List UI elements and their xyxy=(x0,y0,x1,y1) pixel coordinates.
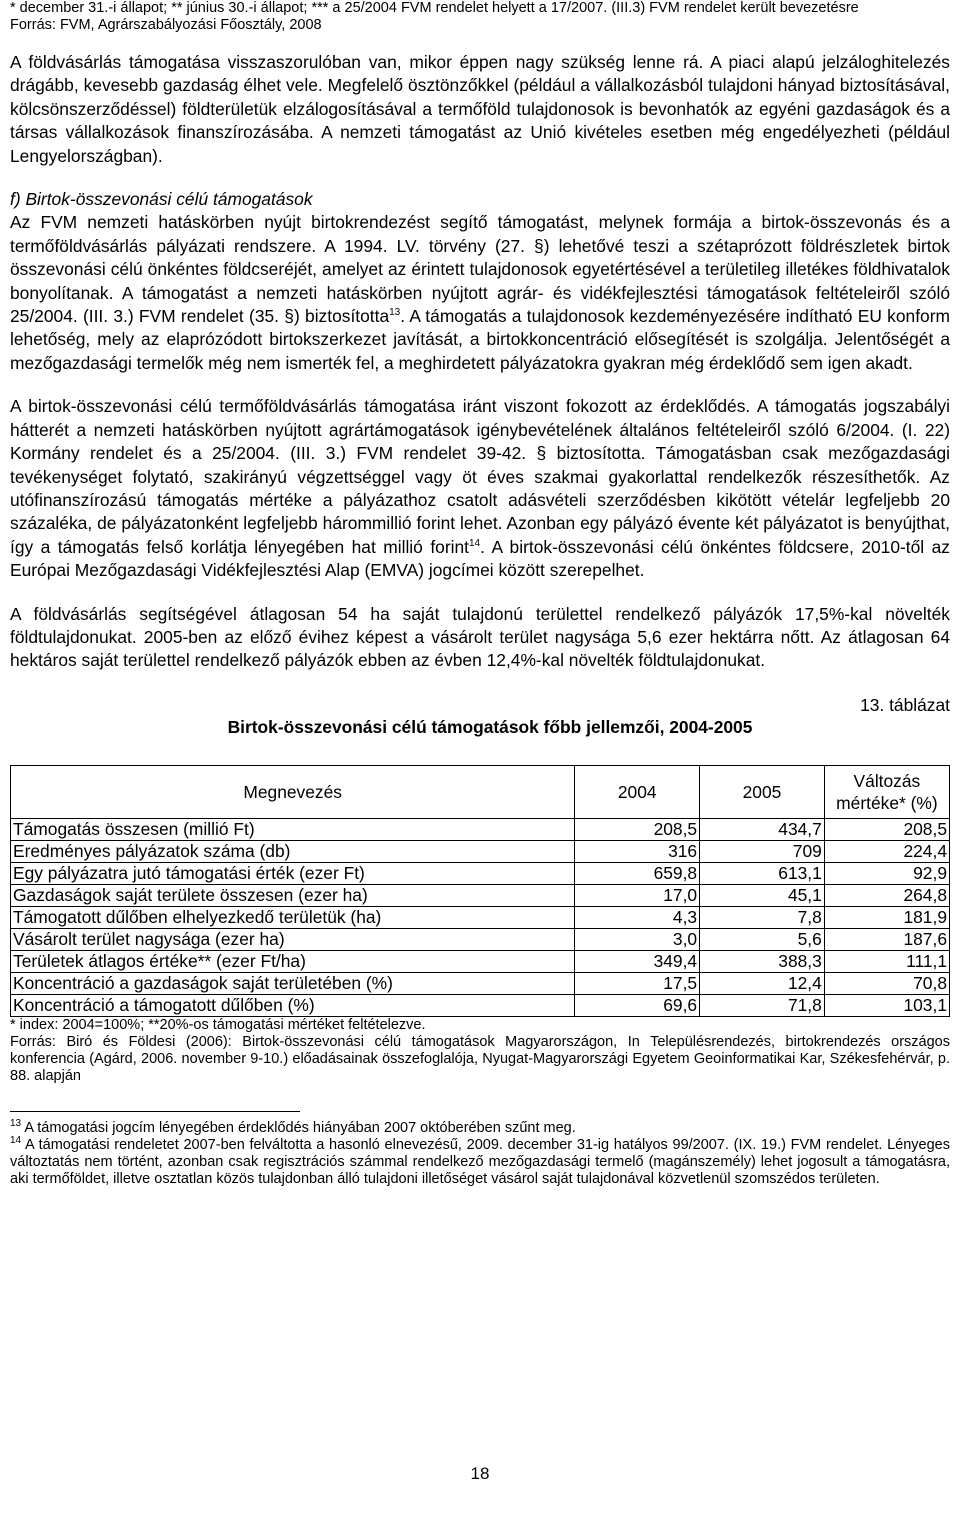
footnote-13: $^{13}$ A támogatási jogcím lényegében érdeklődés hiányában 2007 októberében szűnt meg. xyxy=(10,1117,576,1136)
value-change: 103,1 xyxy=(824,994,949,1016)
table-row xyxy=(11,994,950,1016)
table-row xyxy=(11,972,950,994)
row-label: Támogatás összesen (millió Ft) xyxy=(11,818,575,840)
header-cell-name: Megnevezés xyxy=(11,765,575,818)
page-number: 18 xyxy=(470,1464,490,1483)
value-2005: 388,3 xyxy=(700,950,825,972)
table-row xyxy=(11,928,950,950)
value-2005: 613,1 xyxy=(700,862,825,884)
previous-table-note: * december 31.-i állapot; ** június 30.-i állapot; *** a 25/2004 FVM rendelet helyett a 17/2007. (III.3) FVM rendelet került bevezetésre xyxy=(10,0,859,16)
value-2005: 71,8 xyxy=(700,994,825,1016)
value-2004: 4,3 xyxy=(575,906,700,928)
table-row xyxy=(11,950,950,972)
row-label: Koncentráció a gazdaságok saját területében (%) xyxy=(11,972,575,994)
value-2004: 659,8 xyxy=(575,862,700,884)
table-row xyxy=(11,840,950,862)
row-label: Gazdaságok saját területe összesen (ezer ha) xyxy=(11,884,575,906)
value-change: 187,6 xyxy=(824,928,949,950)
footnote-ref-13[interactable]: 13 xyxy=(389,307,401,319)
value-2004: 69,6 xyxy=(575,994,700,1016)
paragraph-consolidation: Az FVM nemzeti hatáskörben nyújt birtokrendezést segítő támogatást, melynek formája a birtok-összevonás és a termőföldvásárlás pályázati rendszere. A 1994. LV. törvény (27. §) lehetővé teszi a szétaprózott földrészletek birtok összevonási célú önkéntes földcseréjét, amelyet az érintett tulajdonosok egyetértésével a területileg illetékes földhivatalok bonyolítanak. A támogatást a nemzeti hatáskörben nyújtott agrár- és vidékfejlesztési támogatások feltételeiről szóló 25/2004. (III. 3.) FVM rendelet (35. §) biztosította$^{13}$. A támogatás a tulajdonosok kezdeményezésére indítható EU konform lehetőség, mely az elaprózódott birtokszerkezet javítását, a birtokkoncentráció elősegítését is szolgálja. Jelentőségét a mezőgazdasági termelők még nem ismerték fel, a meghirdetett pályázatokra gyakran még érdeklődő sem igen akadt. xyxy=(10,212,950,373)
value-2004: 349,4 xyxy=(575,950,700,972)
table-row xyxy=(11,818,950,840)
value-change: 181,9 xyxy=(824,906,949,928)
row-label: Koncentráció a támogatott dűlőben (%) xyxy=(11,994,575,1016)
paragraph-land-purchase: A földvásárlás támogatása visszaszorulóban van, mikor éppen nagy szükség lenne rá. A piaci alapú jelzáloghitelezés drágább, kevesebb gazdaság élhet vele. Megfelelő ösztönzőkkel (például a vállalkozásból tulajdoni hányad biztosításával, kölcsönszerződéssel) földterületük elzálogosításával a termőföld tulajdonosok is bevonhatók az egyéni gazdaságok és a társas vállalkozások finanszírozásába. A nemzeti támogatást az Unió kivételes esetben még engedélyezheti (például Lengyelországban). xyxy=(10,52,950,166)
header-cell-2005: 2005 xyxy=(700,765,825,818)
previous-table-source: Forrás: FVM, Agrárszabályozási Főosztály, 2008 xyxy=(10,17,322,33)
table-number: 13. táblázat xyxy=(860,694,950,715)
value-2005: 7,8 xyxy=(700,906,825,928)
table-title: Birtok-összevonási célú támogatások főbb jellemzői, 2004-2005 xyxy=(227,716,753,737)
header-cell-change: Változás mértéke* (%) xyxy=(824,765,949,818)
value-change: 264,8 xyxy=(824,884,949,906)
value-2005: 434,7 xyxy=(700,818,825,840)
data-table xyxy=(10,765,950,1017)
footnote-number: 14 xyxy=(10,1134,22,1146)
table-row xyxy=(11,906,950,928)
table-source: Forrás: Biró és Földesi (2006): Birtok-összevonási célú támogatások Magyarországon, In Településrendezés, birtokrendezés országos konferencia (Agárd, 2006. november 9-10.) előadásainak összefoglalója, Nyugat-Magyarországi Egyetem Geoinformatikai Kar, Székesfehérvár, p. 88. alapján xyxy=(10,1033,950,1084)
row-label: Területek átlagos értéke** (ezer Ft/ha) xyxy=(11,950,575,972)
value-change: 111,1 xyxy=(824,950,949,972)
value-2004: 316 xyxy=(575,840,700,862)
row-label: Támogatott dűlőben elhelyezkedő területük (ha) xyxy=(11,906,575,928)
table-header-row xyxy=(11,765,950,818)
value-change: 224,4 xyxy=(824,840,949,862)
table-note: * index: 2004=100%; **20%-os támogatási mértéket feltételezve. xyxy=(10,1016,426,1033)
table-row xyxy=(11,884,950,906)
value-change: 208,5 xyxy=(824,818,949,840)
section-heading: f) Birtok-összevonási célú támogatások xyxy=(10,189,313,210)
header-cell-2004: 2004 xyxy=(575,765,700,818)
value-2004: 208,5 xyxy=(575,818,700,840)
footnote-number: 13 xyxy=(10,1117,22,1129)
footnote-14: $^{14}$ A támogatási rendeletet 2007-ben felváltotta a hasonló elnevezésű, 2009. december 31-ig hatályos 99/2007. (IX. 19.) FVM rendelet. Lényeges változtatás nem történt, azonban csak regisztrációs számmal rendelkező mezőgazdasági termelő (magánszemély) lehet jogosult a támogatásra, aki termőföldet, illetve osztatlan közös tulajdonban álló tulajdoni illetőséget vásárol saját tulajdonával közvetlenül szomszédos területen. xyxy=(10,1134,951,1187)
row-label: Egy pályázatra jutó támogatási érték (ezer Ft) xyxy=(11,862,575,884)
footnote-ref-14[interactable]: 14 xyxy=(468,537,481,549)
value-2005: 709 xyxy=(700,840,825,862)
paragraph-land-purchase-support: A birtok-összevonási célú termőföldvásárlás támogatása iránt viszont fokozott az érdeklődés. A támogatás jogszabályi hátterét a nemzeti hatáskörben nyújtott agrártámogatások igénybevételének általános feltételeiről szóló 6/2004. (I. 22) Kormány rendelet és a 25/2004. (III. 3.) FVM rendelet 39-42. § biztosította. Támogatásban csak mezőgazdasági tevékenységet folytató, szakirányú végzettséggel vagy öt éves szakmai gyakorlattal rendelkezők részesíthetők. Az utófinanszírozású támogatás mértéke a pályázathoz csatolt adásvételi szerződésben kikötött vételár legfeljebb 20 százaléka, de pályázatonként legfeljebb hárommillió forint lehet. Azonban egy pályázó évente két pályázatot is benyújthat, így a támogatás felső korlátja lényegében hat millió forint$^{14}$. A birtok-összevonási célú önkéntes földcsere, 2010-től az Európai Mezőgazdasági Vidékfejlesztési Alap (EMVA) jogcímei között szerepelhet. xyxy=(10,396,950,581)
document-page xyxy=(10,0,950,1188)
row-label: Eredményes pályázatok száma (db) xyxy=(11,840,575,862)
value-2005: 12,4 xyxy=(700,972,825,994)
footnote-divider xyxy=(10,1111,300,1112)
value-2004: 17,0 xyxy=(575,884,700,906)
value-2004: 3,0 xyxy=(575,928,700,950)
value-2005: 45,1 xyxy=(700,884,825,906)
paragraph-results: A földvásárlás segítségével átlagosan 54 ha saját tulajdonú területtel rendelkező pályázók 17,5%-kal növelték földtulajdonukat. 2005-ben az előző évihez képest a vásárolt terület nagysága 5,6 ezer hektárra nőtt. Az átlagosan 64 hektáros saját területtel rendelkező pályázók ebben az évben 12,4%-kal növelték földtulajdonukat. xyxy=(10,603,950,671)
value-2005: 5,6 xyxy=(700,928,825,950)
value-change: 92,9 xyxy=(824,862,949,884)
value-2004: 17,5 xyxy=(575,972,700,994)
row-label: Vásárolt terület nagysága (ezer ha) xyxy=(11,928,575,950)
value-change: 70,8 xyxy=(824,972,949,994)
table-row xyxy=(11,862,950,884)
